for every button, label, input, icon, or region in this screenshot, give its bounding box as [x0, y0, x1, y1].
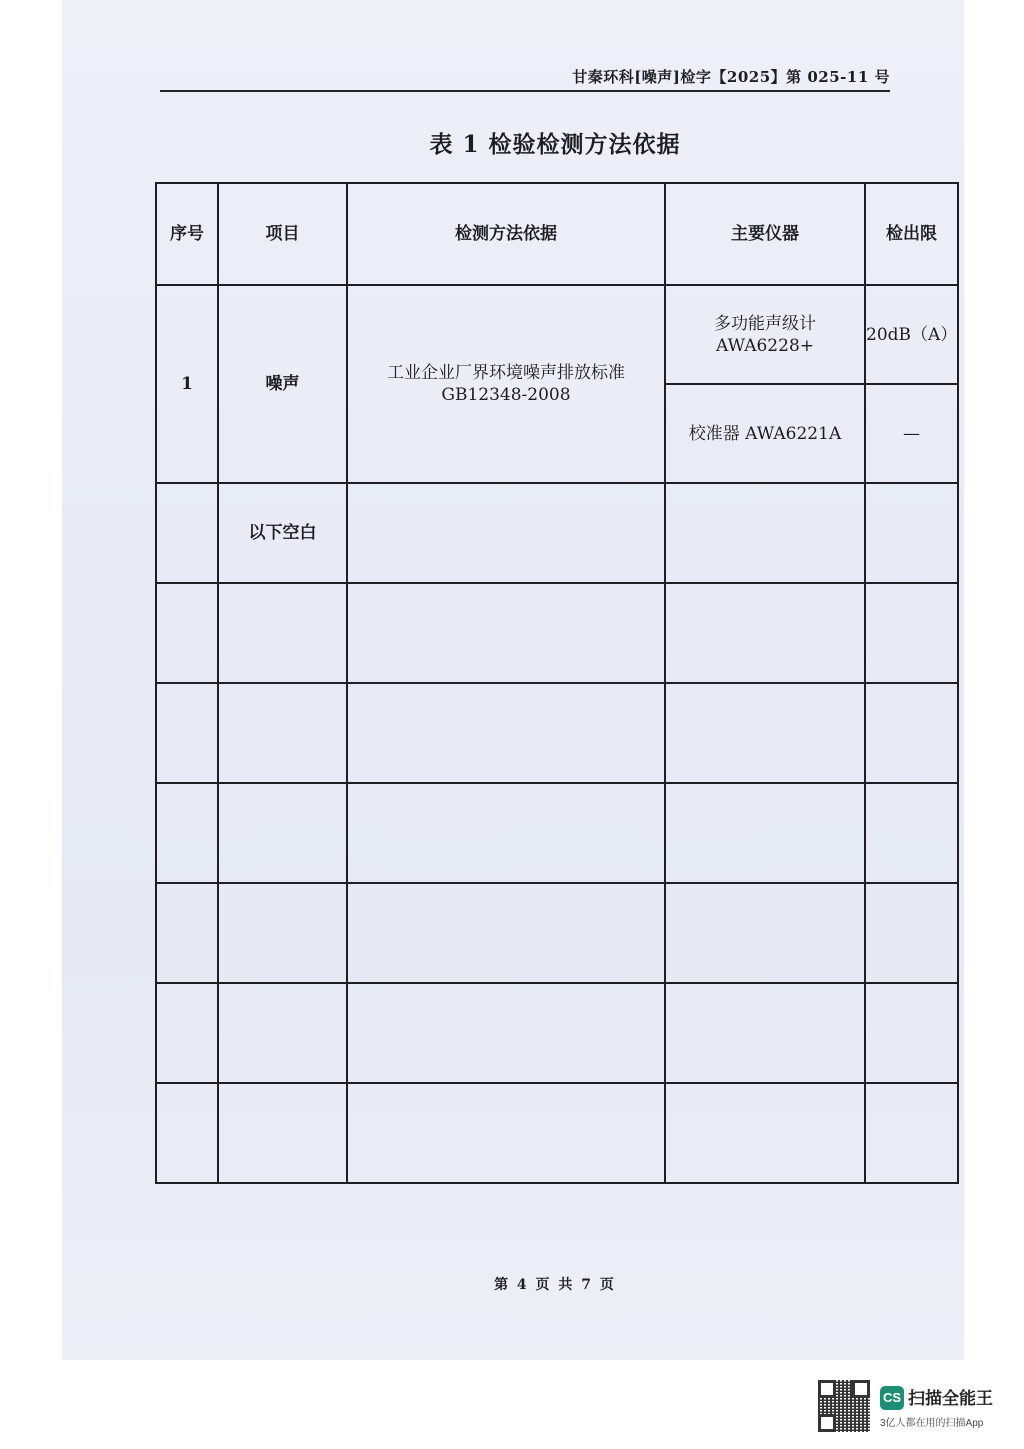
table-cell [865, 683, 958, 783]
camscanner-name: 扫描全能王 [908, 1389, 993, 1408]
table-cell [156, 583, 218, 683]
column-header-limit: 检出限 [865, 183, 958, 285]
table-cell [665, 683, 865, 783]
instrument-model: AWA6228+ [716, 335, 814, 356]
table-row [156, 683, 958, 783]
header-divider [160, 90, 890, 92]
table-cell [347, 1083, 665, 1183]
table-cell [665, 583, 865, 683]
table-cell [218, 883, 347, 983]
table-cell [347, 783, 665, 883]
table-cell [865, 883, 958, 983]
table-cell [665, 783, 865, 883]
table-row [156, 483, 958, 583]
table-cell [347, 983, 665, 1083]
table-cell [865, 1083, 958, 1183]
table-cell [218, 783, 347, 883]
table-cell [665, 483, 865, 583]
table-cell [665, 883, 865, 983]
detection-limit: 20dB（A） [865, 285, 958, 384]
detection-limit: — [865, 384, 958, 483]
table-cell [156, 983, 218, 1083]
document-reference-number: 甘秦环科[噪声]检字【2025】第 025-11 号 [572, 68, 890, 86]
table-cell [347, 483, 665, 583]
table-cell [865, 483, 958, 583]
column-header-instrument: 主要仪器 [665, 183, 865, 285]
table-cell [156, 683, 218, 783]
table-cell [218, 983, 347, 1083]
row-number: 1 [156, 285, 218, 483]
table-row [156, 583, 958, 683]
table-cell [156, 1083, 218, 1183]
table-cell [347, 683, 665, 783]
table-row [156, 983, 958, 1083]
camscanner-logo-icon: CS [880, 1386, 904, 1410]
table-header-row [156, 183, 958, 285]
table-cell [218, 583, 347, 683]
instrument-name: 多功能声级计 [714, 313, 816, 334]
table-cell [218, 683, 347, 783]
column-header-no: 序号 [156, 183, 218, 285]
table-cell [865, 583, 958, 683]
scanner-watermark [818, 1380, 1008, 1434]
table-cell [218, 1083, 347, 1183]
table-cell [347, 883, 665, 983]
table-row [156, 1083, 958, 1183]
table-cell [156, 883, 218, 983]
table-row [156, 285, 958, 384]
table-cell [865, 783, 958, 883]
row-method [347, 285, 665, 483]
camscanner-tagline: 3亿人都在用的扫描App [880, 1418, 984, 1429]
qr-code-icon [818, 1380, 870, 1432]
table-cell [156, 783, 218, 883]
method-standard-code: GB12348-2008 [441, 385, 571, 405]
instrument-calibrator: 校准器 AWA6221A [665, 384, 865, 483]
table-row [156, 783, 958, 883]
table-row [156, 883, 958, 983]
page-number: 第 4 页 共 7 页 [494, 1277, 616, 1293]
column-header-item: 项目 [218, 183, 347, 285]
method-standard-name: 工业企业厂界环境噪声排放标准 [387, 363, 625, 383]
instrument-sound-level-meter [665, 285, 865, 384]
blank-note: 以下空白 [218, 483, 347, 583]
row-item: 噪声 [218, 285, 347, 483]
table-cell [347, 583, 665, 683]
table-cell [865, 983, 958, 1083]
method-basis-table [155, 182, 959, 1184]
table-title: 表 1 检验检测方法依据 [429, 131, 681, 158]
table-cell [665, 1083, 865, 1183]
column-header-method: 检测方法依据 [347, 183, 665, 285]
table-cell [156, 483, 218, 583]
table-cell [665, 983, 865, 1083]
